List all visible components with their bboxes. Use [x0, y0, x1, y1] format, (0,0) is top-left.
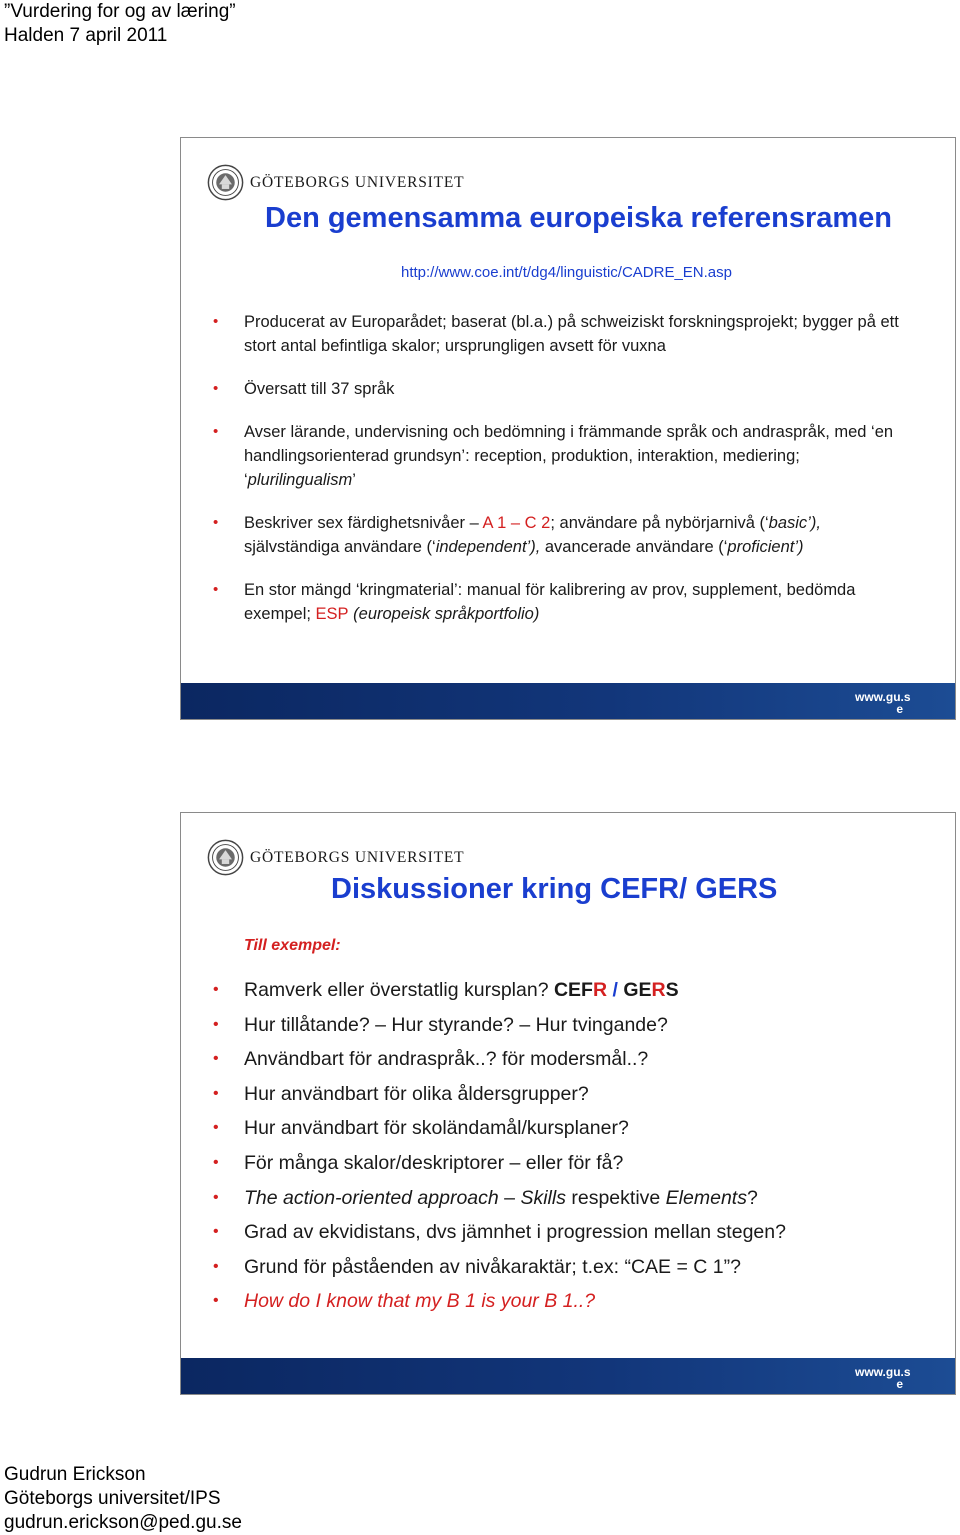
list-item: • Hur användbart för skoländamål/kursplaner?	[211, 1111, 931, 1146]
bullet-icon: •	[213, 1153, 219, 1171]
bullet-icon: •	[213, 1188, 219, 1206]
bullet-icon: •	[213, 313, 219, 330]
list-item: • Producerat av Europarådet; baserat (bl.a.) på schweiziskt forskningsprojekt; bygger på ett stort antal befintliga skalor; ursprungligen avsett för vuxna	[211, 310, 911, 358]
list-item: • Grad av ekvidistans, dvs jämnhet i progression mellan stegen?	[211, 1215, 931, 1250]
bullet-icon: •	[213, 1015, 219, 1033]
slide-footer-bar	[181, 1358, 955, 1394]
author-email[interactable]: gudrun.erickson@ped.gu.se	[4, 1512, 242, 1533]
question-list	[211, 973, 931, 1319]
footer-url[interactable]: www.gu.s e	[855, 690, 911, 716]
author-name: Gudrun Erickson	[4, 1464, 146, 1485]
bullet-icon: •	[213, 514, 219, 531]
list-item: • Hur tillåtande? – Hur styrande? – Hur tvingande?	[211, 1008, 931, 1043]
bullet-icon: •	[213, 1084, 219, 1102]
event-title: ”Vurdering for og av læring”	[4, 1, 236, 22]
list-item: • För många skalor/deskriptorer – eller för få?	[211, 1146, 931, 1181]
list-item: • The action-oriented approach – Skills respektive Elements?	[211, 1181, 931, 1216]
slide-title: Diskussioner kring CEFR/ GERS	[331, 873, 778, 905]
bullet-icon: •	[213, 1223, 219, 1241]
university-logo	[207, 839, 464, 876]
bullet-icon: •	[213, 981, 219, 998]
bullet-icon: •	[213, 1119, 219, 1137]
slide-footer-bar	[181, 683, 955, 719]
bullet-icon: •	[213, 581, 219, 598]
event-date: Halden 7 april 2011	[4, 25, 168, 46]
bullet-list	[211, 310, 911, 645]
bullet-icon: •	[213, 1292, 219, 1310]
bullet-icon: •	[213, 423, 219, 440]
university-name: GÖTEBORGS UNIVERSITET	[250, 848, 465, 866]
university-seal-icon	[207, 164, 244, 201]
slide-2	[180, 812, 956, 1395]
list-item: • Grund för påståenden av nivåkaraktär; t.ex: “CAE = C 1”?	[211, 1250, 931, 1285]
list-item: • En stor mängd ‘kringmaterial’: manual för kalibrering av prov, supplement, bedömda exempel; ESP (europeisk språkportfolio)	[211, 578, 911, 626]
university-seal-icon	[207, 839, 244, 876]
bullet-icon: •	[213, 1050, 219, 1068]
footer-url[interactable]: www.gu.s e	[855, 1365, 911, 1391]
list-item: • Användbart för andraspråk..? för modersmål..?	[211, 1042, 931, 1077]
page-footer	[4, 1463, 242, 1535]
list-item: • Avser lärande, undervisning och bedömning i främmande språk och andraspråk, med ‘en handlingsorienterad grundsyn’: reception, produktion, interaktion, mediering; ‘plurilingualism’	[211, 420, 911, 492]
list-item: • Hur användbart för olika åldersgrupper?	[211, 1077, 931, 1112]
slide-1	[180, 137, 956, 720]
university-logo	[207, 164, 464, 201]
list-item: • Översatt till 37 språk	[211, 377, 911, 401]
list-item: • How do I know that my B 1 is your B 1..?	[211, 1284, 931, 1319]
list-item: • Beskriver sex färdighetsnivåer – A 1 – C 2; användare på nybörjarnivå (‘basic’), självständiga användare (‘independent’), avancerade användare (‘proficient’)	[211, 511, 911, 559]
example-label: Till exempel:	[244, 937, 341, 954]
bullet-icon: •	[213, 1257, 219, 1275]
university-name: GÖTEBORGS UNIVERSITET	[250, 173, 465, 191]
bullet-icon: •	[213, 380, 219, 397]
slide-title: Den gemensamma europeiska referensramen	[265, 202, 893, 234]
list-item: • Ramverk eller överstatlig kursplan? CEFR / GERS	[211, 973, 931, 1008]
page-header	[4, 0, 236, 48]
cefr-link[interactable]: http://www.coe.int/t/dg4/linguistic/CADRE_EN.asp	[401, 264, 732, 281]
author-organization: Göteborgs universitet/IPS	[4, 1488, 221, 1509]
